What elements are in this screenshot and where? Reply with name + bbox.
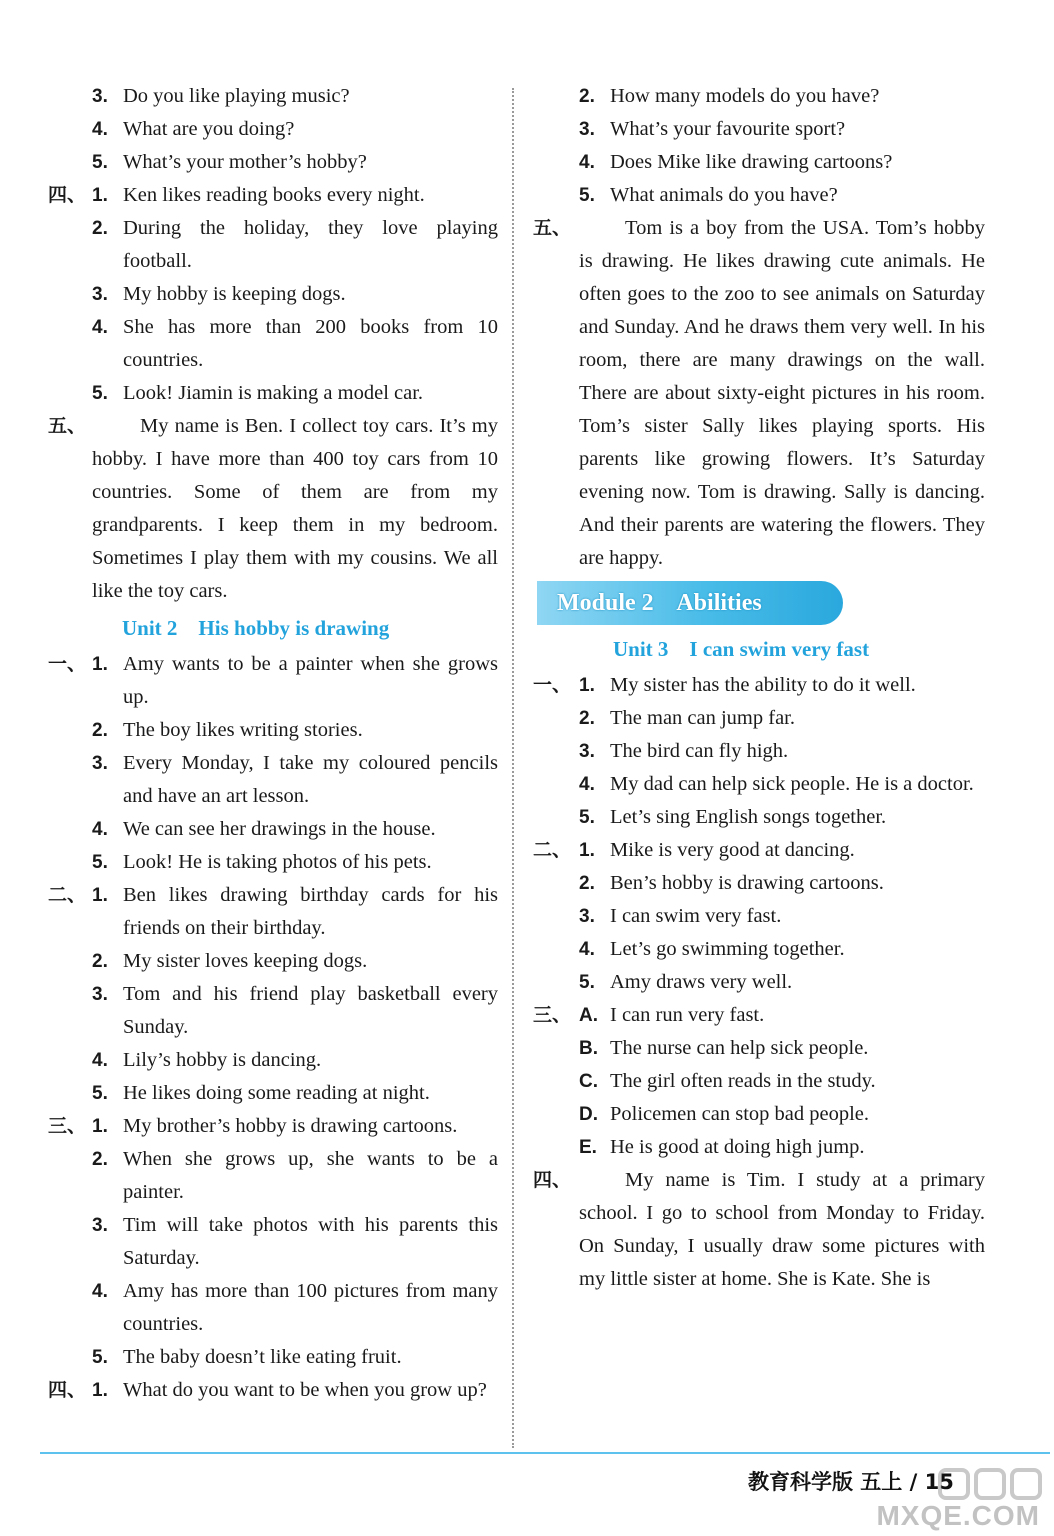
item-text: Tom and his friend play basketball every Sunday. xyxy=(123,983,498,1038)
answer-item xyxy=(48,846,498,879)
section-marker: 二、 xyxy=(533,839,572,861)
answer-item xyxy=(533,867,985,900)
item-number: 3. xyxy=(92,284,108,305)
item-text: Tim will take photos with his parents this Saturday. xyxy=(123,1214,498,1269)
item-text: Ben likes drawing birthday cards for his friends on their birthday. xyxy=(123,884,498,939)
item-number: 2. xyxy=(92,720,108,741)
answer-item xyxy=(48,278,498,311)
section-marker: 五、 xyxy=(48,415,87,437)
item-text: My dad can help sick people. He is a doctor. xyxy=(610,773,974,795)
answer-item xyxy=(48,945,498,978)
section-marker: 五、 xyxy=(533,217,572,239)
item-text: Do you like playing music? xyxy=(123,85,350,107)
item-number: 1. xyxy=(92,654,108,675)
answer-item xyxy=(533,1065,985,1098)
item-text: The girl often reads in the study. xyxy=(610,1070,876,1092)
item-number: E. xyxy=(579,1137,597,1158)
item-text: He likes doing some reading at night. xyxy=(123,1082,430,1104)
answer-item xyxy=(533,1098,985,1131)
answer-item xyxy=(533,999,985,1032)
answer-item xyxy=(48,1374,498,1407)
watermark-text: MXQE.COM xyxy=(876,1500,1040,1531)
right-column xyxy=(533,80,985,1296)
answer-item xyxy=(48,879,498,945)
answer-item xyxy=(48,80,498,113)
item-text: Every Monday, I take my coloured pencils and have an art lesson. xyxy=(123,752,498,807)
answer-item xyxy=(48,813,498,846)
item-number: 4. xyxy=(579,774,595,795)
column-divider xyxy=(512,88,514,1448)
answer-item xyxy=(533,801,985,834)
passage xyxy=(48,410,498,608)
item-text: What’s your favourite sport? xyxy=(610,118,846,140)
unit-heading: Unit 2 His hobby is drawing xyxy=(122,616,390,640)
answer-item xyxy=(533,669,985,702)
answer-item xyxy=(48,311,498,377)
item-number: 5. xyxy=(92,852,108,873)
item-text: My sister has the ability to do it well. xyxy=(610,674,916,696)
item-number: 2. xyxy=(579,708,595,729)
item-text: Let’s sing English songs together. xyxy=(610,806,887,828)
item-number: 5. xyxy=(579,185,595,206)
section-marker: 四、 xyxy=(48,1379,87,1401)
item-number: 3. xyxy=(92,984,108,1005)
item-text: The baby doesn’t like eating fruit. xyxy=(123,1346,402,1368)
item-number: 4. xyxy=(92,1281,108,1302)
section-marker: 三、 xyxy=(533,1004,572,1026)
answer-item xyxy=(48,1209,498,1275)
answer-item xyxy=(533,146,985,179)
item-text: We can see her drawings in the house. xyxy=(123,818,436,840)
item-number: 3. xyxy=(92,86,108,107)
answer-item xyxy=(48,1110,498,1143)
item-text: I can swim very fast. xyxy=(610,905,782,927)
item-text: Look! He is taking photos of his pets. xyxy=(123,851,432,873)
item-number: 1. xyxy=(92,1116,108,1137)
answer-item xyxy=(48,747,498,813)
item-number: C. xyxy=(579,1071,598,1092)
item-text: The bird can fly high. xyxy=(610,740,789,762)
item-text: Let’s go swimming together. xyxy=(610,938,845,960)
item-number: 1. xyxy=(579,840,595,861)
section-marker: 一、 xyxy=(48,653,87,675)
item-text: I can run very fast. xyxy=(610,1004,765,1026)
page-footer-edition: 教育科学版 五上 / 15 xyxy=(748,1470,954,1494)
item-text: She has more than 200 books from 10 countries. xyxy=(123,316,498,371)
item-number: 5. xyxy=(92,383,108,404)
answer-item xyxy=(48,1044,498,1077)
footer-rule xyxy=(40,1452,1050,1454)
answer-item xyxy=(533,179,985,212)
item-number: 1. xyxy=(579,675,595,696)
item-text: During the holiday, they love playing football. xyxy=(123,217,498,272)
answer-item xyxy=(533,702,985,735)
item-number: 4. xyxy=(92,819,108,840)
item-number: 4. xyxy=(92,1050,108,1071)
item-text: How many models do you have? xyxy=(610,85,880,107)
item-number: A. xyxy=(579,1005,598,1026)
item-number: B. xyxy=(579,1038,598,1059)
item-text: When she grows up, she wants to be a painter. xyxy=(123,1148,498,1203)
section-marker: 一、 xyxy=(533,674,572,696)
answer-item xyxy=(48,1275,498,1341)
item-text: What animals do you have? xyxy=(610,184,838,206)
item-text: Lily’s hobby is dancing. xyxy=(123,1049,322,1071)
item-number: 5. xyxy=(579,807,595,828)
item-number: 3. xyxy=(579,741,595,762)
item-number: 3. xyxy=(92,1215,108,1236)
answer-item xyxy=(48,377,498,410)
item-text: What’s your mother’s hobby? xyxy=(123,151,367,173)
answer-item xyxy=(533,768,985,801)
unit-heading: Unit 3 I can swim very fast xyxy=(613,637,870,661)
item-text: Amy draws very well. xyxy=(610,971,793,993)
answer-item xyxy=(533,80,985,113)
item-number: 2. xyxy=(92,951,108,972)
item-text: Policemen can stop bad people. xyxy=(610,1103,870,1125)
passage-text: Tom is a boy from the USA. Tom’s hobby is drawing. He likes drawing cute animals. He often goes to the zoo to see animals on Saturday and Sunday. And he draws them very well. In his room, there are many drawings on the wall. There are about sixty-eight pictures in his room. Tom’s sister Sally likes playing sports. His parents like growing flowers. It’s Saturday evening now. Tom is drawing. Sally is dancing. And their parents are watering the flowers. They are happy. xyxy=(579,217,985,569)
answer-item xyxy=(48,1143,498,1209)
item-text: The nurse can help sick people. xyxy=(610,1037,869,1059)
section-marker: 四、 xyxy=(48,184,87,206)
answer-item xyxy=(533,933,985,966)
section-marker: 三、 xyxy=(48,1115,87,1137)
passage xyxy=(533,1164,985,1296)
item-text: My hobby is keeping dogs. xyxy=(123,283,346,305)
section-marker: 二、 xyxy=(48,884,87,906)
item-text: Mike is very good at dancing. xyxy=(610,839,855,861)
item-text: He is good at doing high jump. xyxy=(610,1136,865,1158)
item-text: Ben’s hobby is drawing cartoons. xyxy=(610,872,884,894)
item-text: Does Mike like drawing cartoons? xyxy=(610,151,893,173)
item-number: 5. xyxy=(92,152,108,173)
item-number: 4. xyxy=(92,317,108,338)
item-text: Look! Jiamin is making a model car. xyxy=(123,382,424,404)
item-number: 2. xyxy=(579,873,595,894)
item-number: 4. xyxy=(579,939,595,960)
answer-item xyxy=(48,1341,498,1374)
item-number: 3. xyxy=(579,119,595,140)
item-text: What are you doing? xyxy=(123,118,295,140)
section-marker: 四、 xyxy=(533,1169,572,1191)
module-title: Module 2 Abilities xyxy=(557,590,762,616)
passage-text: My name is Tim. I study at a primary school. I go to school from Monday to Friday. On Sunday, I usually draw some pictures with my little sister at home. She is Kate. She is xyxy=(579,1169,985,1290)
item-number: 4. xyxy=(579,152,595,173)
item-text: Ken likes reading books every night. xyxy=(123,184,425,206)
answer-item xyxy=(48,113,498,146)
module-banner xyxy=(537,581,843,625)
answer-item xyxy=(48,1077,498,1110)
item-number: 5. xyxy=(579,972,595,993)
item-number: 1. xyxy=(92,185,108,206)
item-text: The boy likes writing stories. xyxy=(123,719,363,741)
answer-item xyxy=(48,179,498,212)
answer-item xyxy=(533,834,985,867)
item-number: 4. xyxy=(92,119,108,140)
answer-item xyxy=(533,966,985,999)
item-text: Amy has more than 100 pictures from many countries. xyxy=(123,1280,498,1335)
left-column xyxy=(48,80,498,1407)
answer-item xyxy=(533,735,985,768)
item-number: 3. xyxy=(579,906,595,927)
answer-item xyxy=(48,146,498,179)
item-number: 5. xyxy=(92,1347,108,1368)
answer-item xyxy=(533,1032,985,1065)
item-number: 1. xyxy=(92,1380,108,1401)
item-number: 1. xyxy=(92,885,108,906)
answer-item xyxy=(533,1131,985,1164)
answer-item xyxy=(48,648,498,714)
answer-item xyxy=(533,900,985,933)
item-number: 2. xyxy=(579,86,595,107)
passage xyxy=(533,212,985,575)
answer-item xyxy=(48,714,498,747)
item-text: Amy wants to be a painter when she grows up. xyxy=(123,653,498,708)
item-text: My brother’s hobby is drawing cartoons. xyxy=(123,1115,458,1137)
answer-item xyxy=(533,113,985,146)
passage-text: My name is Ben. I collect toy cars. It’s my hobby. I have more than 400 toy cars from 10 countries. Some of them are from my grandparents. I keep them in my bedroom. Sometimes I play them with my cousins. We all like the toy cars. xyxy=(92,415,498,602)
item-text: The man can jump far. xyxy=(610,707,796,729)
item-number: 5. xyxy=(92,1083,108,1104)
answer-item xyxy=(48,212,498,278)
item-number: 3. xyxy=(92,753,108,774)
item-number: D. xyxy=(579,1104,598,1125)
item-number: 2. xyxy=(92,1149,108,1170)
answer-item xyxy=(48,978,498,1044)
item-text: What do you want to be when you grow up? xyxy=(123,1379,487,1401)
item-number: 2. xyxy=(92,218,108,239)
watermark-logo xyxy=(876,1462,1046,1534)
item-text: My sister loves keeping dogs. xyxy=(123,950,368,972)
